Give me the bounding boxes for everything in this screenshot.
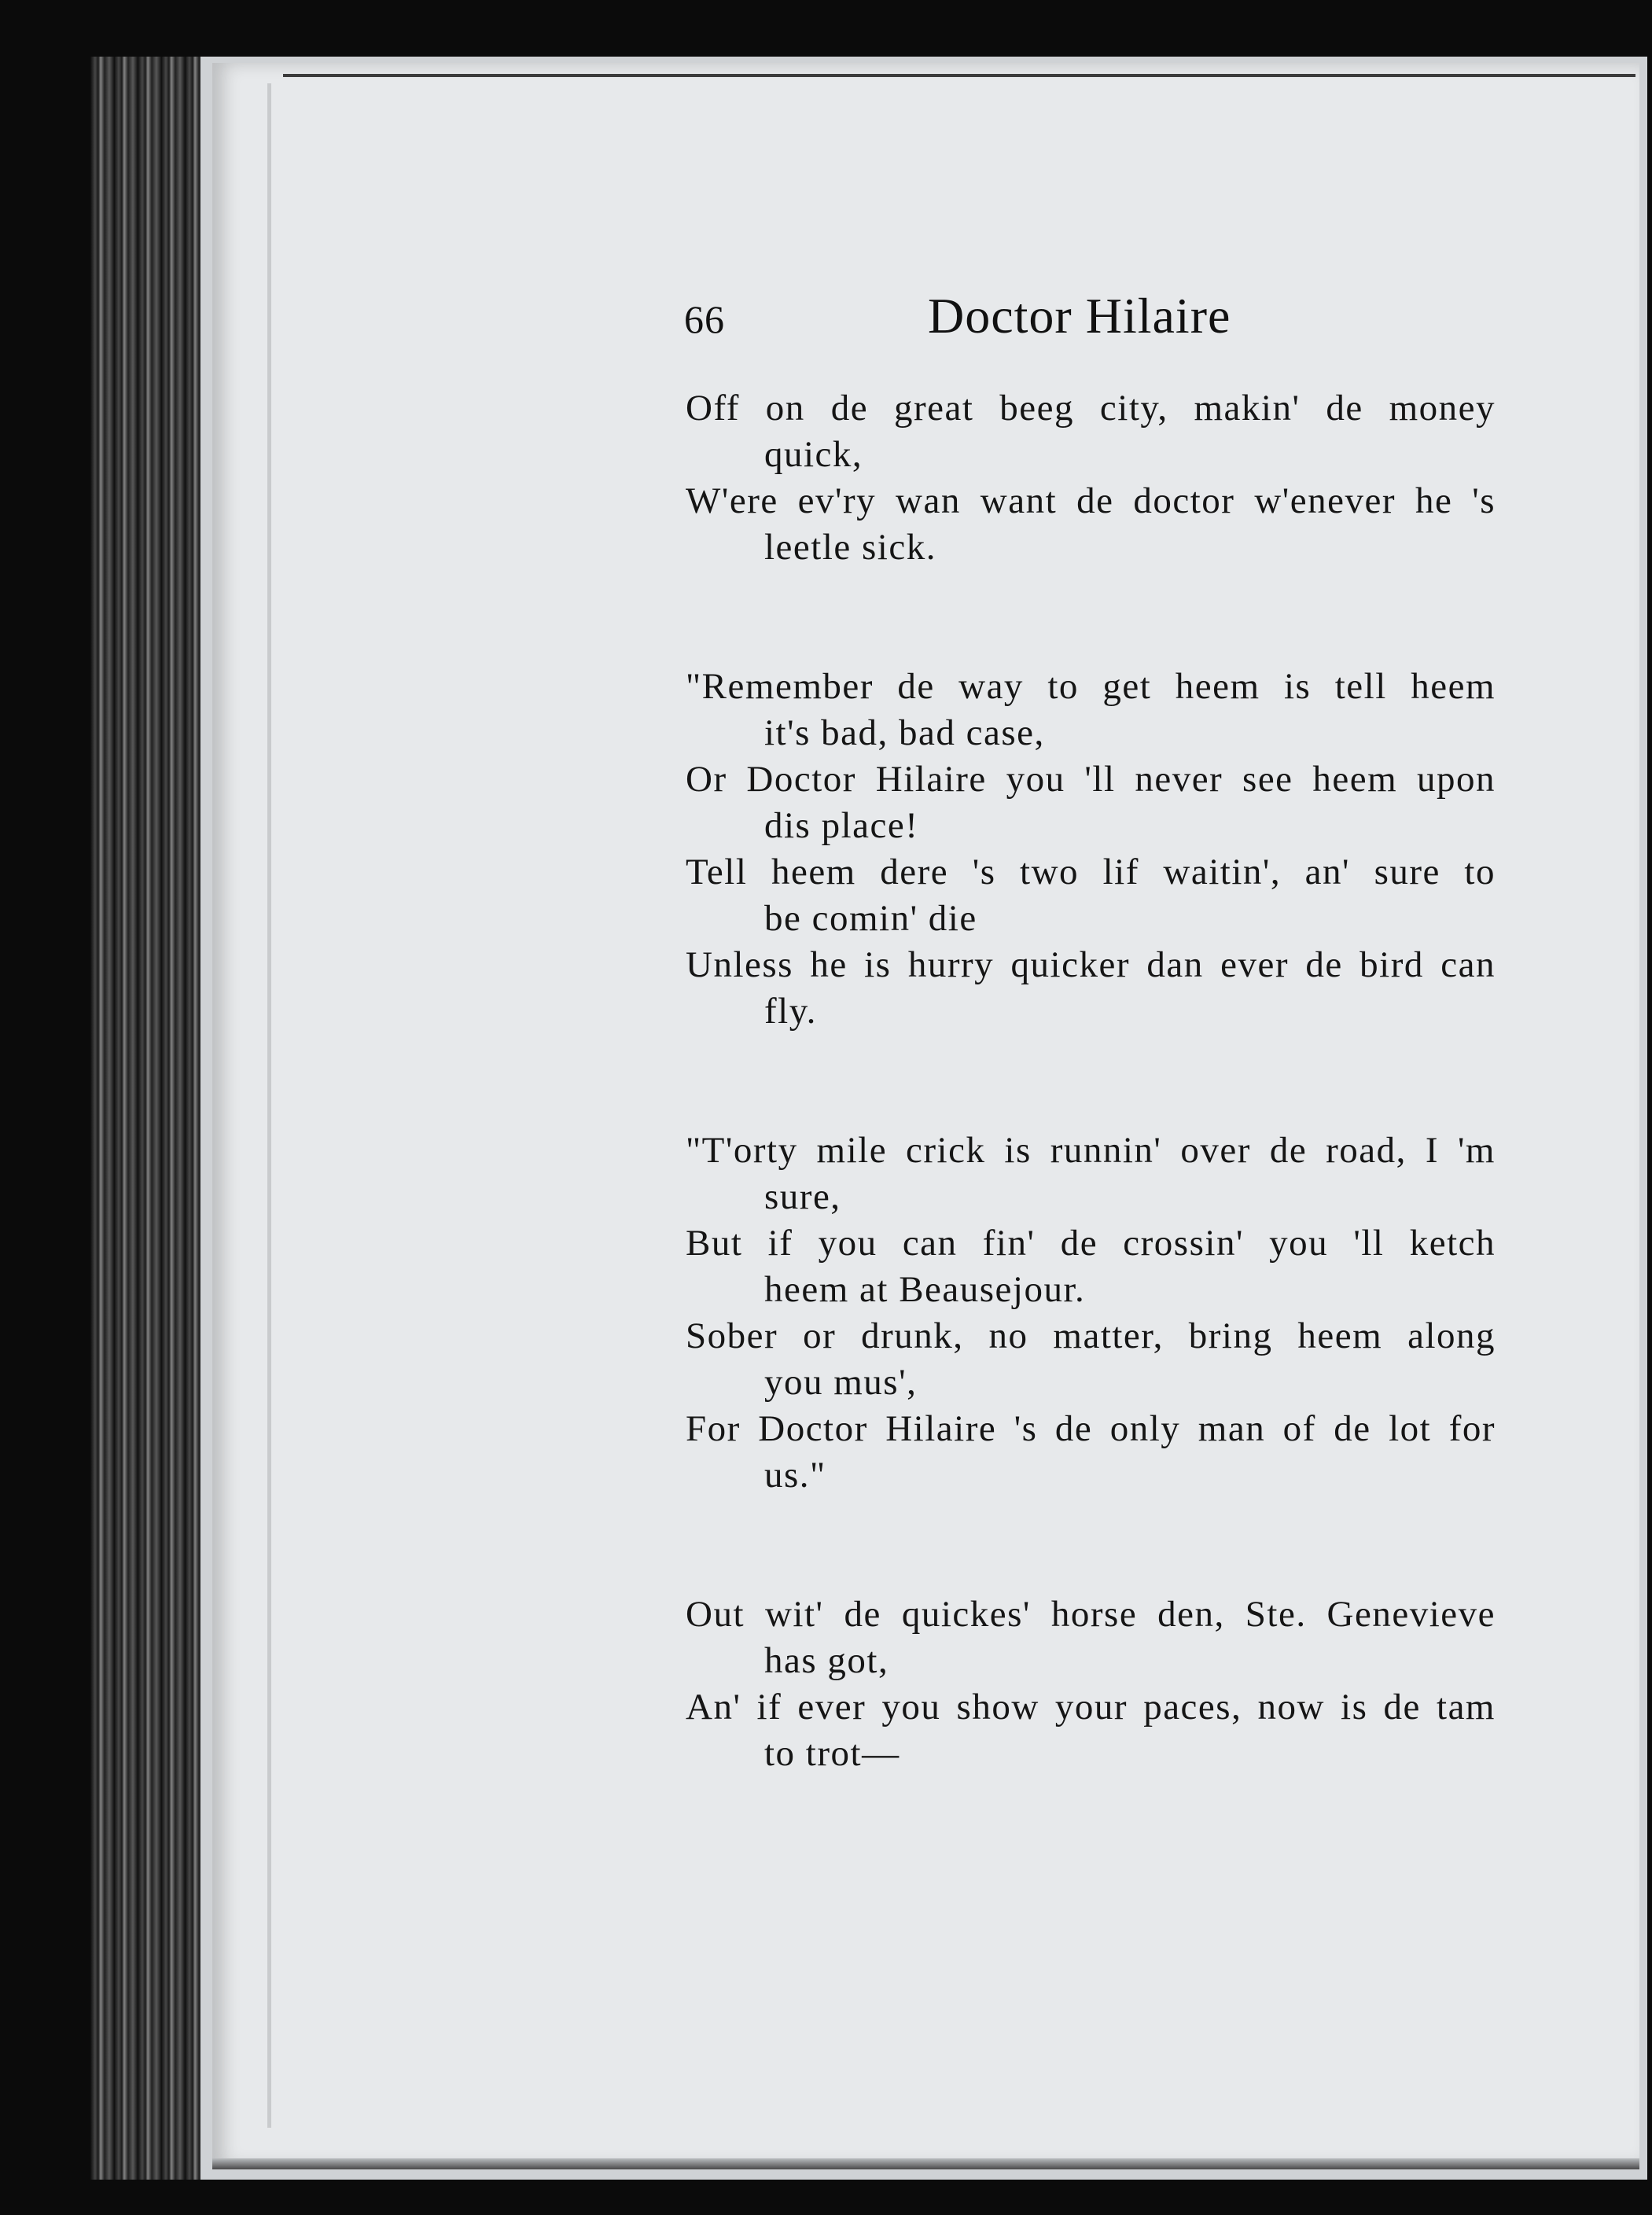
poem-line: Off on de great beeg city, makin' de money — [686, 388, 1496, 429]
poem-line: But if you can fin' de crossin' you 'll ketch — [686, 1223, 1496, 1264]
page-gutter — [267, 83, 271, 2128]
stanza — [686, 1591, 1496, 1777]
poem-line: Unless he is hurry quicker dan ever de bird can — [686, 944, 1496, 985]
poem-line-continuation: quick, — [764, 434, 863, 475]
poem-line-continuation: be comin' die — [764, 898, 977, 939]
poem-line-continuation: fly. — [764, 991, 817, 1032]
poem-line: "Remember de way to get heem is tell heem — [686, 666, 1496, 707]
poem-line: An' if ever you show your paces, now is de tam — [686, 1687, 1496, 1727]
poem-line: Out wit' de quickes' horse den, Ste. Genevieve — [686, 1594, 1496, 1635]
poem-line-continuation: to trot— — [764, 1733, 900, 1774]
poem-body — [686, 385, 1496, 1870]
poem-line: Or Doctor Hilaire you 'll never see heem upon — [686, 759, 1496, 800]
stanza — [686, 1128, 1496, 1499]
poem-line-continuation: has got, — [764, 1640, 889, 1681]
poem-line-continuation: us." — [764, 1455, 826, 1496]
running-title: Doctor Hilaire — [928, 288, 1231, 344]
page-number: 66 — [684, 297, 725, 341]
poem-line-continuation: dis place! — [764, 805, 919, 846]
stanza — [686, 385, 1496, 571]
poem-line: For Doctor Hilaire 's de only man of de lot for — [686, 1408, 1496, 1449]
page-header — [684, 287, 1494, 358]
poem-line: "T'orty mile crick is runnin' over de road, I 'm — [686, 1130, 1496, 1171]
poem-line: W'ere ev'ry wan want de doctor w'enever he 's — [686, 480, 1496, 521]
poem-line-continuation: leetle sick. — [764, 527, 936, 568]
page-top-edge — [283, 74, 1635, 77]
poem-line-continuation: heem at Beausejour. — [764, 1269, 1086, 1310]
poem-line: Sober or drunk, no matter, bring heem along — [686, 1315, 1496, 1356]
poem-line: Tell heem dere 's two lif waitin', an' sure to — [686, 852, 1496, 892]
page-bottom-edge — [212, 2158, 1639, 2169]
stanza — [686, 664, 1496, 1035]
poem-line-continuation: sure, — [764, 1176, 841, 1217]
poem-line-continuation: it's bad, bad case, — [764, 712, 1045, 753]
book-page-edges — [90, 57, 216, 2180]
poem-line-continuation: you mus', — [764, 1362, 918, 1403]
